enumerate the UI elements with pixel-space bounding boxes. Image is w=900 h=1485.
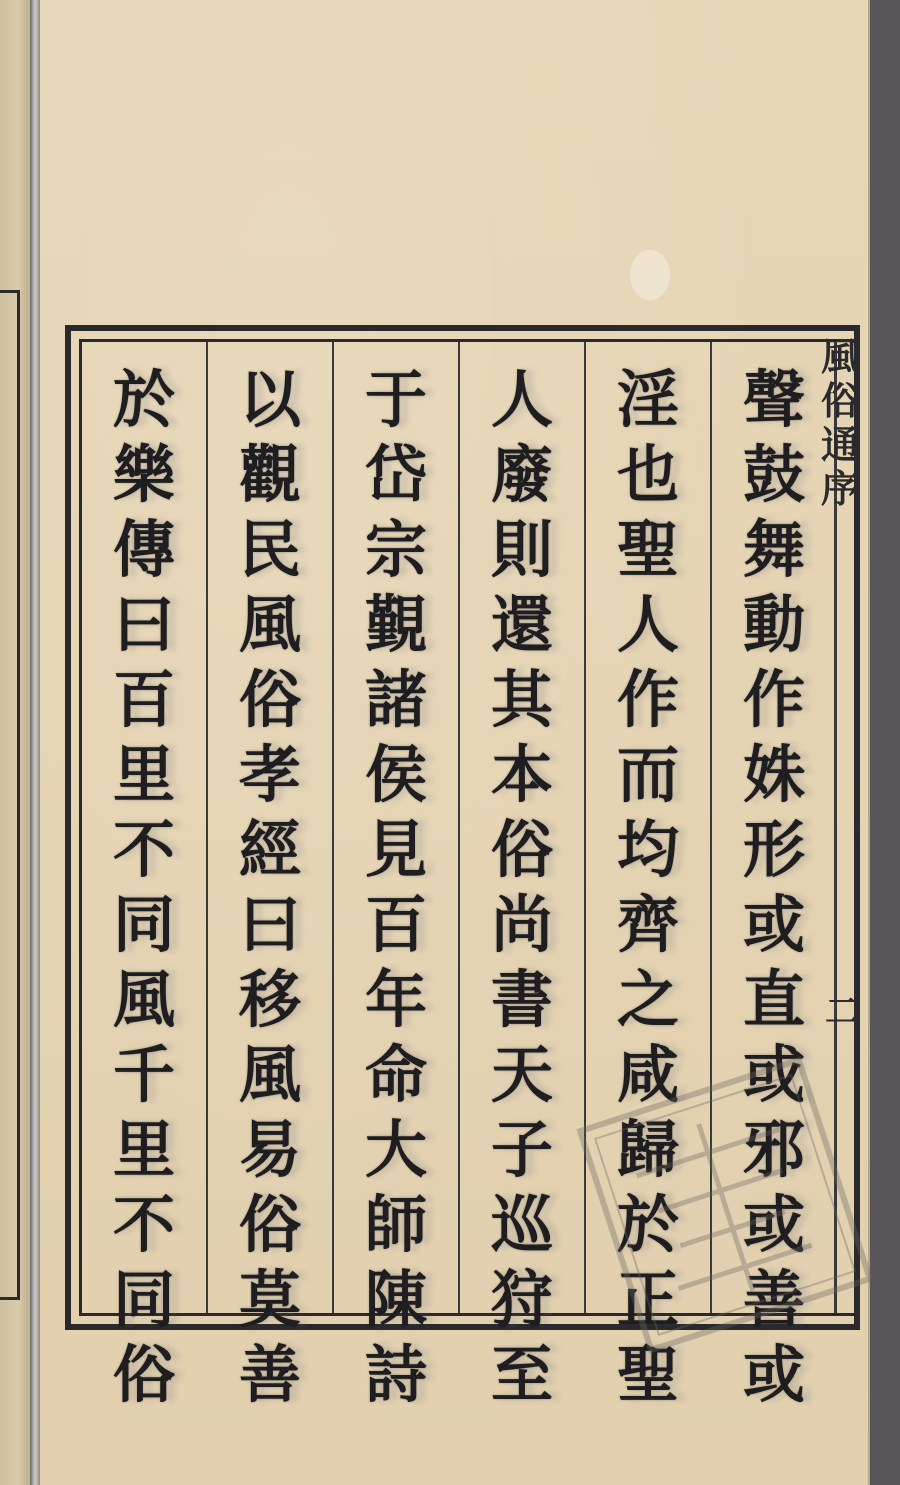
text-glyph: 則 bbox=[490, 513, 553, 586]
text-glyph: 人 bbox=[616, 588, 679, 661]
text-glyph: 俗 bbox=[238, 663, 301, 736]
text-glyph: 聖 bbox=[616, 1338, 679, 1411]
text-glyph: 尚 bbox=[490, 888, 553, 961]
text-glyph: 聲 bbox=[742, 363, 805, 436]
text-glyph: 姝 bbox=[742, 738, 805, 811]
text-glyph: 直 bbox=[742, 963, 805, 1036]
banxin-char: 通 bbox=[820, 422, 859, 467]
text-column-4 bbox=[336, 362, 456, 1412]
text-glyph: 觀 bbox=[238, 438, 301, 511]
text-glyph: 書 bbox=[490, 963, 553, 1036]
text-glyph: 還 bbox=[490, 588, 553, 661]
text-glyph: 歸 bbox=[616, 1113, 679, 1186]
text-glyph: 移 bbox=[238, 963, 301, 1036]
text-glyph: 而 bbox=[616, 738, 679, 811]
column-rule bbox=[206, 342, 208, 1313]
banxin-char: 風 bbox=[820, 334, 859, 379]
text-glyph: 俗 bbox=[490, 813, 553, 886]
text-glyph: 詩 bbox=[364, 1338, 427, 1411]
text-glyph: 邪 bbox=[742, 1113, 805, 1186]
text-glyph: 俗 bbox=[238, 1188, 301, 1261]
text-glyph: 覲 bbox=[364, 588, 427, 661]
text-glyph: 見 bbox=[364, 813, 427, 886]
text-glyph: 巡 bbox=[490, 1188, 553, 1261]
text-glyph: 淫 bbox=[616, 363, 679, 436]
text-glyph: 里 bbox=[112, 1113, 175, 1186]
text-glyph: 狩 bbox=[490, 1263, 553, 1336]
text-glyph: 或 bbox=[742, 1338, 805, 1411]
text-glyph: 于 bbox=[364, 363, 427, 436]
text-glyph: 或 bbox=[742, 888, 805, 961]
text-glyph: 同 bbox=[112, 888, 175, 961]
text-glyph: 莫 bbox=[238, 1263, 301, 1336]
text-glyph: 善 bbox=[238, 1338, 301, 1411]
text-glyph: 曰 bbox=[112, 588, 175, 661]
text-glyph: 作 bbox=[616, 663, 679, 736]
text-glyph: 侯 bbox=[364, 738, 427, 811]
text-glyph: 不 bbox=[112, 813, 175, 886]
text-glyph: 大 bbox=[364, 1113, 427, 1186]
text-glyph: 形 bbox=[742, 813, 805, 886]
text-glyph: 舞 bbox=[742, 513, 805, 586]
book-gutter bbox=[30, 0, 40, 1485]
text-glyph: 於 bbox=[112, 363, 175, 436]
text-glyph: 均 bbox=[616, 813, 679, 886]
text-glyph: 或 bbox=[742, 1038, 805, 1111]
text-glyph: 傳 bbox=[112, 513, 175, 586]
text-glyph: 至 bbox=[490, 1338, 553, 1411]
paper-stain bbox=[630, 250, 670, 300]
text-glyph: 子 bbox=[490, 1113, 553, 1186]
text-glyph: 之 bbox=[616, 963, 679, 1036]
text-glyph: 曰 bbox=[238, 888, 301, 961]
text-glyph: 作 bbox=[742, 663, 805, 736]
text-glyph: 鼓 bbox=[742, 438, 805, 511]
text-glyph: 孝 bbox=[238, 738, 301, 811]
text-glyph: 動 bbox=[742, 588, 805, 661]
column-rule bbox=[458, 342, 460, 1313]
text-glyph: 咸 bbox=[616, 1038, 679, 1111]
text-glyph: 年 bbox=[364, 963, 427, 1036]
text-glyph: 廢 bbox=[490, 438, 553, 511]
text-glyph: 不 bbox=[112, 1188, 175, 1261]
text-glyph: 也 bbox=[616, 438, 679, 511]
text-glyph: 本 bbox=[490, 738, 553, 811]
previous-leaf-frame bbox=[0, 290, 20, 1300]
text-glyph: 岱 bbox=[364, 438, 427, 511]
text-glyph: 正 bbox=[616, 1263, 679, 1336]
text-column-6 bbox=[84, 362, 204, 1412]
text-glyph: 人 bbox=[490, 363, 553, 436]
text-glyph: 於 bbox=[616, 1188, 679, 1261]
text-glyph: 千 bbox=[112, 1038, 175, 1111]
text-glyph: 俗 bbox=[112, 1338, 175, 1411]
banxin-char: 序 bbox=[820, 466, 859, 511]
text-glyph: 諸 bbox=[364, 663, 427, 736]
text-glyph: 風 bbox=[238, 588, 301, 661]
banxin-char: 俗 bbox=[820, 378, 859, 423]
text-glyph: 或 bbox=[742, 1188, 805, 1261]
previous-leaf-edge bbox=[0, 0, 30, 1485]
text-glyph: 風 bbox=[112, 963, 175, 1036]
text-glyph: 善 bbox=[742, 1263, 805, 1336]
text-glyph: 陳 bbox=[364, 1263, 427, 1336]
text-glyph: 宗 bbox=[364, 513, 427, 586]
text-glyph: 命 bbox=[364, 1038, 427, 1111]
text-glyph: 齊 bbox=[616, 888, 679, 961]
text-glyph: 民 bbox=[238, 513, 301, 586]
text-glyph: 易 bbox=[238, 1113, 301, 1186]
folio-number: 二 bbox=[825, 992, 859, 1032]
text-glyph: 聖 bbox=[616, 513, 679, 586]
book-leaf bbox=[40, 0, 870, 1485]
text-glyph: 師 bbox=[364, 1188, 427, 1261]
text-glyph: 百 bbox=[112, 663, 175, 736]
text-glyph: 其 bbox=[490, 663, 553, 736]
text-glyph: 同 bbox=[112, 1263, 175, 1336]
text-glyph: 以 bbox=[238, 363, 301, 436]
text-glyph: 樂 bbox=[112, 438, 175, 511]
text-column-3 bbox=[462, 362, 582, 1412]
text-glyph: 百 bbox=[364, 888, 427, 961]
column-rule bbox=[332, 342, 334, 1313]
text-glyph: 經 bbox=[238, 813, 301, 886]
text-glyph: 天 bbox=[490, 1038, 553, 1111]
text-glyph: 風 bbox=[238, 1038, 301, 1111]
text-glyph: 里 bbox=[112, 738, 175, 811]
text-column-5 bbox=[210, 362, 330, 1412]
